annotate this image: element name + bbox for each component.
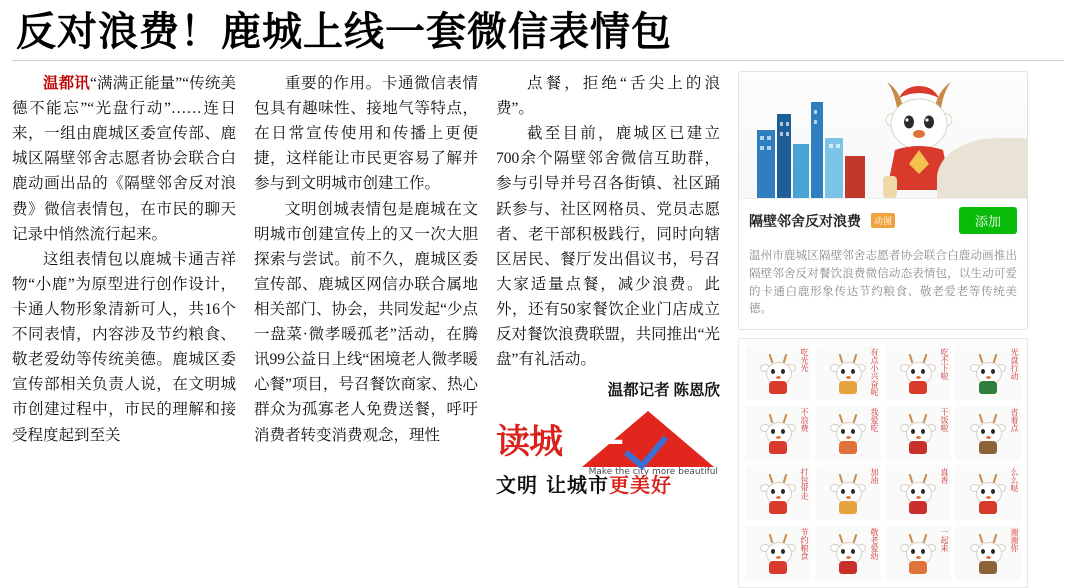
campaign-logo	[496, 409, 720, 501]
sticker-pack-panel	[738, 71, 1028, 588]
sticker-item[interactable]	[745, 465, 811, 521]
article-column-3	[496, 71, 720, 501]
sticker-item[interactable]	[885, 465, 951, 521]
sticker-pack-card	[738, 71, 1028, 330]
title-divider	[12, 60, 1064, 61]
newspaper-page	[0, 9, 1076, 561]
sticker-item[interactable]	[955, 465, 1021, 521]
city-skyline-icon	[753, 94, 873, 198]
deer-mascot-icon	[761, 474, 795, 514]
paragraph	[12, 71, 236, 247]
deer-mascot-icon	[971, 414, 1005, 454]
paragraph: 重要的作用。卡通微信表情包具有趣味性、接地气等特点，在日常宣传使用和传播上更便捷，这样能让市民更容易了解并参与到文明城市创建工作。	[254, 75, 478, 193]
logo-slogan	[496, 469, 672, 501]
paragraph: 这组表情包以鹿城卡通吉祥物“小鹿”为原型进行创作设计，卡通人物形象清新可人，共16个不同表情，内容涉及节约粮食、敬老爱幼等传统美德。鹿城区委宣传部相关负责人说，在文明城市创建过程中，市民的理解和接受程度起到至关	[12, 250, 236, 444]
animated-badge: 动图	[871, 213, 895, 228]
deer-mascot-icon	[761, 354, 795, 394]
sticker-pack-title: 隔壁邻舍反对浪费	[749, 213, 861, 230]
byline: 温都记者 陈恩欣	[607, 382, 720, 400]
sticker-item[interactable]	[955, 345, 1021, 401]
deer-mascot-icon	[831, 354, 865, 394]
sticker-label: 干饭啦	[940, 408, 949, 433]
sticker-item[interactable]	[885, 525, 951, 581]
deer-mascot-icon	[761, 414, 795, 454]
deer-mascot-icon	[761, 534, 795, 574]
sticker-label: 节约粮食	[800, 528, 809, 561]
sticker-label: 不浪费	[800, 408, 809, 433]
sticker-item[interactable]	[955, 405, 1021, 461]
sticker-label: 吃光光	[800, 348, 809, 373]
add-sticker-pack-button[interactable]: 添加	[959, 207, 1017, 234]
page-title: 反对浪费！鹿城上线一套微信表情包	[16, 9, 672, 55]
deer-mascot-icon	[831, 474, 865, 514]
sticker-label: 光盘行动	[1010, 348, 1019, 381]
paragraph-text: “满满正能量”“传统美德不能忘”“光盘行动”……连日来，一组由鹿城区委宣传部、鹿城区隔壁邻舍志愿者协会联合白鹿动画出品的《隔壁邻舍反对浪费》微信表情包，在市民的聊天记录中悄然流行起来。	[12, 75, 236, 243]
article-column-2	[254, 71, 478, 448]
sticker-item[interactable]	[885, 405, 951, 461]
deer-mascot-icon	[831, 534, 865, 574]
logo-number: 2	[604, 417, 625, 453]
sticker-item[interactable]	[745, 345, 811, 401]
article-column-1	[12, 71, 236, 448]
sticker-label: 省着点	[1010, 408, 1019, 433]
logo-chinese-text: 读城	[496, 422, 562, 463]
article-body	[12, 71, 1064, 588]
sticker-pack-header	[739, 198, 1027, 242]
sticker-item[interactable]	[745, 405, 811, 461]
deer-mascot-icon	[971, 534, 1005, 574]
deer-mascot-icon	[971, 474, 1005, 514]
deer-mascot-icon	[971, 354, 1005, 394]
sticker-item[interactable]	[815, 525, 881, 581]
sticker-grid	[738, 338, 1028, 588]
sticker-pack-banner	[739, 72, 1027, 198]
slogan-accent: 更美好	[608, 473, 672, 498]
deer-mascot-icon	[901, 534, 935, 574]
paragraph: 文明创城表情包是鹿城在文明城市创建宣传上的又一次大胆探索与尝试。前不久，鹿城区委宣传部、鹿城区网信办联合属地相关部门、协会，共同发起“少点一盘菜·微孝暖孤老”活动，在腾讯99公益日上线“困境老人微孝暖心餐”项目，号召餐饮商家、热心群众为孤寡老人免费送餐，呼吁消费者转变消费观念，理性	[254, 200, 478, 444]
deer-mascot-icon	[901, 474, 935, 514]
sticker-pack-description: 温州市鹿城区隔壁邻舍志愿者协会联合白鹿动画推出隔壁邻舍反对餐饮浪费微信动态表情包，以生动可爱的卡通白鹿形象传达节约粮食、敬老爱老等传统美德。	[749, 250, 1017, 316]
sticker-item[interactable]	[745, 525, 811, 581]
sticker-label: 打包带走	[800, 468, 809, 501]
paragraph: 点餐，拒绝“舌尖上的浪费”。	[496, 75, 720, 118]
sticker-item[interactable]	[815, 345, 881, 401]
paragraph: 截至目前，鹿城区已建立700余个隔壁邻舍微信互助群，参与引导并号召各街镇、社区踊跃参与、社区网格员、党员志愿者、老干部积极践行，同时向辖区居民、餐厅发出倡议书，号召大家适量点餐，减少浪费。此外，还有50家餐饮企业门店成立反对餐饮浪费联盟，共同推出“光盘”有礼活动。	[496, 125, 720, 369]
logo-english-text: Make the city more beautiful	[588, 466, 718, 477]
sticker-label: 谢谢你	[1010, 528, 1019, 553]
sticker-label: 吃不下啦	[940, 348, 949, 381]
sticker-label: 一起来	[940, 528, 949, 553]
sticker-item[interactable]	[955, 525, 1021, 581]
dateline-lead: 温都讯	[43, 75, 90, 92]
sticker-label: 真香	[940, 468, 949, 485]
sticker-label: 么么哒	[1010, 468, 1019, 493]
sticker-label: 敬老爱幼	[870, 528, 879, 561]
deer-mascot-icon	[831, 414, 865, 454]
deer-mascot-icon	[901, 354, 935, 394]
sticker-label: 加油	[870, 468, 879, 485]
sticker-label: 我爱吃	[870, 408, 879, 433]
sticker-item[interactable]	[885, 345, 951, 401]
sticker-item[interactable]	[815, 465, 881, 521]
sticker-label: 有点小兴奋呢	[870, 348, 879, 397]
slogan-plain: 文明 让城市	[496, 473, 609, 498]
sticker-item[interactable]	[815, 405, 881, 461]
deer-mascot-icon	[901, 414, 935, 454]
